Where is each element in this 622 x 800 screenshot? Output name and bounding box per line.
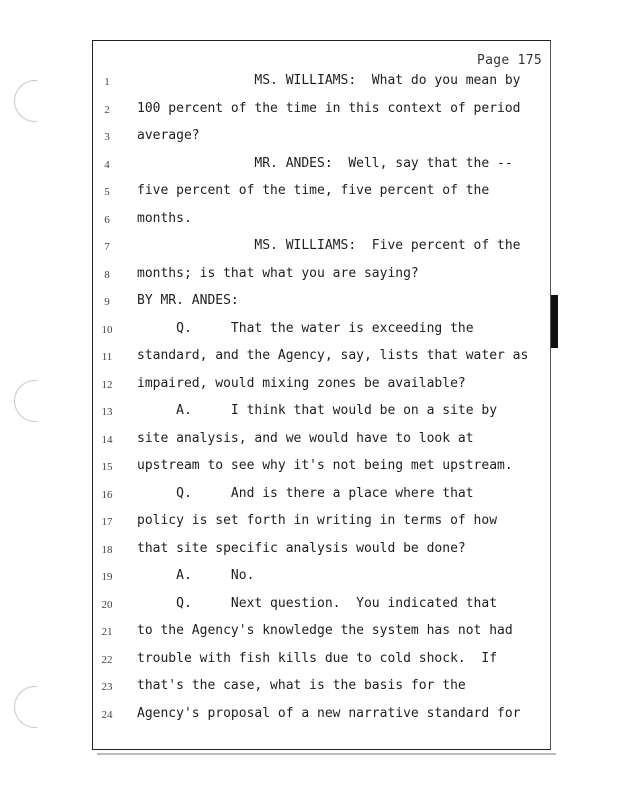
transcript-line: [0, 183, 622, 210]
line-number: 21: [101, 626, 113, 638]
line-number: 9: [104, 296, 110, 308]
line-text: average?: [137, 128, 200, 143]
line-text: that's the case, what is the basis for the: [137, 678, 466, 693]
line-text: A. I think that would be on a site by: [137, 403, 498, 418]
line-number: 18: [101, 543, 113, 556]
line-text: 100 percent of the time in this context of period: [137, 100, 521, 116]
line-text: upstream to see why it's not being met upstream.: [137, 458, 513, 473]
line-number: 8: [104, 268, 110, 281]
line-number: 15: [101, 461, 113, 473]
transcript-line: [0, 101, 622, 128]
transcript-line: [0, 596, 622, 623]
line-number: 13: [101, 406, 113, 418]
line-number: 12: [101, 378, 113, 391]
line-text: MS. WILLIAMS: Five percent of the: [137, 238, 521, 253]
transcript-line: [0, 156, 622, 183]
transcript-line: [0, 293, 622, 320]
transcript-line: [0, 376, 622, 403]
line-number: 4: [104, 158, 110, 171]
line-text: impaired, would mixing zones be available?: [137, 375, 466, 391]
line-text: A. No.: [137, 568, 255, 583]
transcript-line: [0, 458, 622, 485]
line-text: that site specific analysis would be done?: [137, 540, 466, 556]
transcript-line: [0, 678, 622, 705]
line-text: trouble with fish kills due to cold shock. If: [137, 650, 498, 666]
line-text: MR. ANDES: Well, say that the --: [137, 155, 513, 171]
transcript-line: [0, 266, 622, 293]
line-number: 14: [101, 433, 113, 446]
page-number: Page 175: [476, 53, 542, 68]
line-number: 23: [101, 681, 113, 693]
transcript-line: [0, 486, 622, 513]
transcript-line: [0, 651, 622, 678]
transcript-line: [0, 321, 622, 348]
line-text: Q. That the water is exceeding the: [137, 320, 474, 336]
line-number: 22: [101, 653, 113, 666]
line-number: 10: [101, 323, 113, 336]
transcript-line: [0, 541, 622, 568]
line-number: 11: [101, 351, 113, 363]
line-text: MS. WILLIAMS: What do you mean by: [137, 73, 521, 88]
line-text: Q. And is there a place where that: [137, 485, 474, 501]
line-number: 24: [101, 708, 113, 721]
line-text: five percent of the time, five percent of the: [137, 183, 490, 198]
line-number: 17: [101, 516, 113, 528]
line-text: standard, and the Agency, say, lists that water as: [137, 348, 529, 363]
transcript-line: [0, 238, 622, 265]
line-text: to the Agency's knowledge the system has not had: [137, 623, 513, 638]
transcript-line: [0, 128, 622, 155]
line-text: Q. Next question. You indicated that: [137, 595, 498, 611]
line-text: Agency's proposal of a new narrative standard for: [137, 705, 521, 721]
line-text: months.: [137, 210, 192, 226]
line-number: 20: [101, 598, 113, 611]
transcript-line: [0, 623, 622, 650]
line-number: 2: [104, 103, 110, 116]
line-number: 1: [104, 76, 110, 88]
line-text: BY MR. ANDES:: [137, 293, 239, 308]
line-number: 6: [104, 213, 110, 226]
transcript-line: [0, 706, 622, 733]
line-number: 16: [101, 488, 113, 501]
line-text: site analysis, and we would have to look at: [137, 430, 474, 446]
transcript-line: [0, 513, 622, 540]
transcript-line: [0, 403, 622, 430]
line-number: 5: [104, 186, 110, 198]
line-number: 7: [104, 241, 110, 253]
transcript-line: [0, 568, 622, 595]
line-number: 19: [101, 571, 113, 583]
transcript-line: [0, 73, 622, 100]
transcript-line: [0, 348, 622, 375]
transcript-line: [0, 211, 622, 238]
line-number: 3: [104, 131, 110, 143]
line-text: months; is that what you are saying?: [137, 265, 419, 281]
line-text: policy is set forth in writing in terms of how: [137, 513, 498, 528]
transcript-line: [0, 431, 622, 458]
